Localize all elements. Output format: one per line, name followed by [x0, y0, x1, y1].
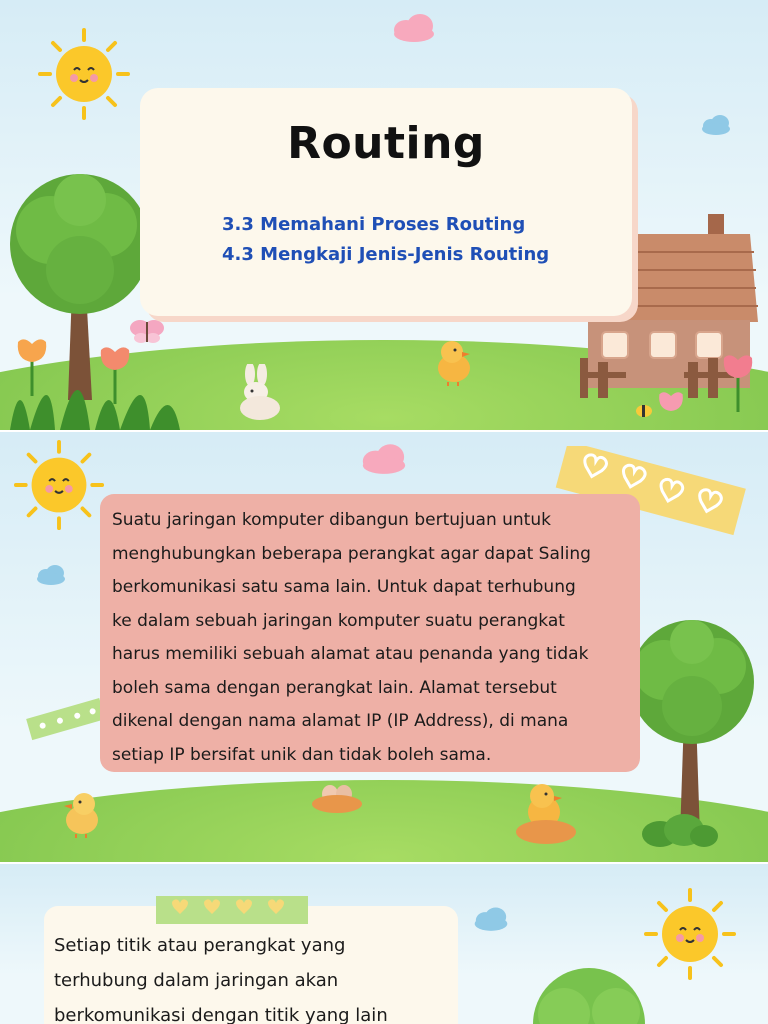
intro-paragraph [112, 504, 591, 772]
tulip-icon [656, 388, 686, 424]
text-line: Suatu jaringan komputer dibangun bertujuan untuk [112, 510, 551, 530]
sun-icon [642, 886, 738, 982]
nest-icon [310, 780, 364, 814]
sun-icon [36, 26, 132, 122]
text-line: berkomunikasi dengan titik yang lain [54, 1005, 388, 1024]
text-line: harus memiliki sebuah alamat atau penanda yang tidak [112, 644, 589, 664]
chick-in-nest-icon [514, 778, 578, 846]
slide-2 [0, 432, 768, 862]
tree-icon [620, 616, 768, 836]
intro-text-card [100, 494, 640, 772]
bush-icon [640, 812, 720, 848]
objective-1: 3.3 Memahani Proses Routing [222, 214, 526, 235]
tulip-icon [96, 344, 134, 404]
tree-icon [524, 964, 654, 1024]
text-line: berkomunikasi satu sama lain. Untuk dapat terhubung [112, 577, 576, 597]
flower-tape-decoration [24, 694, 108, 746]
definition-paragraph [54, 928, 388, 1024]
text-line: boleh sama dengan perangkat lain. Alamat tersebut [112, 677, 557, 698]
butterfly-icon [128, 316, 166, 346]
tulip-icon [720, 352, 756, 412]
chick-icon [58, 788, 104, 838]
slide-1 [0, 0, 768, 430]
title-card [140, 88, 632, 316]
heart-tape-decoration [154, 890, 310, 930]
bee-icon [634, 402, 654, 418]
bunny-icon [232, 364, 284, 420]
text-line: ke dalam sebuah jaringan komputer suatu perangkat [112, 610, 565, 631]
text-line: menghubungkan beberapa perangkat agar dapat Saling [112, 543, 591, 564]
tulip-icon [14, 336, 50, 396]
cloud-icon [470, 904, 512, 932]
page-title: Routing [287, 118, 485, 169]
text-line: setiap IP bersifat unik dan tidak boleh sama. [112, 744, 492, 765]
cloud-icon [34, 562, 68, 586]
text-line: terhubung dalam jaringan akan [54, 970, 339, 991]
chick-icon [432, 336, 478, 386]
sun-icon [12, 438, 106, 532]
slide-3 [0, 864, 768, 1024]
text-line: Setiap titik atau perangkat yang [54, 935, 346, 956]
objective-2: 4.3 Mengkaji Jenis-Jenis Routing [222, 244, 550, 265]
text-line: dikenal dengan nama alamat IP (IP Address), di mana [112, 711, 569, 731]
cloud-icon [700, 112, 732, 136]
cloud-icon [390, 10, 438, 44]
cloud-icon [358, 440, 410, 476]
